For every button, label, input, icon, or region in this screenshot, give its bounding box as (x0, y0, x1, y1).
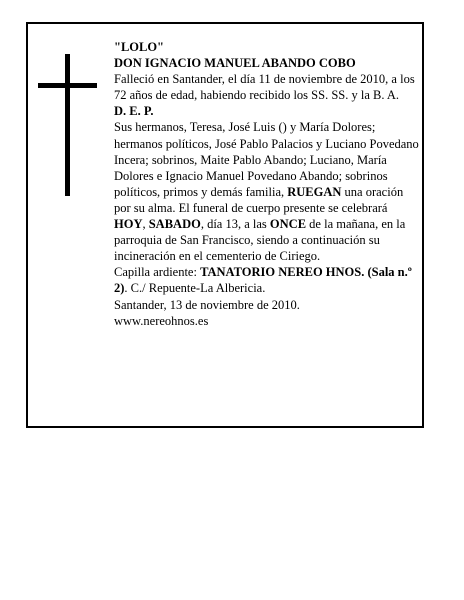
funeral-details: de la mañana, en la parroquia de San Francisco, siendo a continuación su incineración en el cementerio de Ciriego. (114, 217, 406, 264)
obituary-text (114, 39, 422, 329)
once-label: ONCE (269, 217, 307, 232)
ruegan-label: RUEGAN (287, 184, 342, 199)
dep-label: D. E. P. (114, 104, 154, 119)
chapel-name: TANATORIO NEREO HNOS. (Sala n.º 2) (114, 265, 412, 296)
website-link[interactable]: www.nereohnos.es (114, 313, 209, 328)
funeral-paragraph (114, 119, 422, 264)
family-text: Sus hermanos, Teresa, José Luis () y María Dolores; hermanos políticos, José Pablo Palacios y Luciano Povedano Incera; sobrinos, Maite Pablo Abando; Luciano, María Dolores e Ignacio Manuel Povedano Abando; sobrinos políticos, primos y demás familia, (114, 120, 419, 199)
death-statement: Falleció en Santander, el día 11 de noviembre de 2010, a los 72 años de edad, habiendo recibido los SS. SS. y la B. A. (114, 72, 415, 103)
deceased-name: DON IGNACIO MANUEL ABANDO COBO (114, 56, 356, 71)
day-text: , día 13, a las (200, 217, 270, 232)
funeral-text: una oración por su alma. El funeral de cuerpo presente se celebrará (114, 184, 404, 215)
chapel-line (114, 264, 422, 296)
chapel-label: Capilla ardiente: (114, 265, 201, 280)
hoy-label: HOY (114, 217, 143, 232)
nickname: "LOLO" (114, 40, 164, 54)
notice-date: Santander, 13 de noviembre de 2010. (114, 297, 300, 312)
separator: , (142, 217, 149, 232)
chapel-address: . C./ Repuente-La Albericia. (124, 281, 266, 296)
sabado-label: SABADO (148, 217, 201, 232)
obituary-frame (26, 22, 424, 428)
